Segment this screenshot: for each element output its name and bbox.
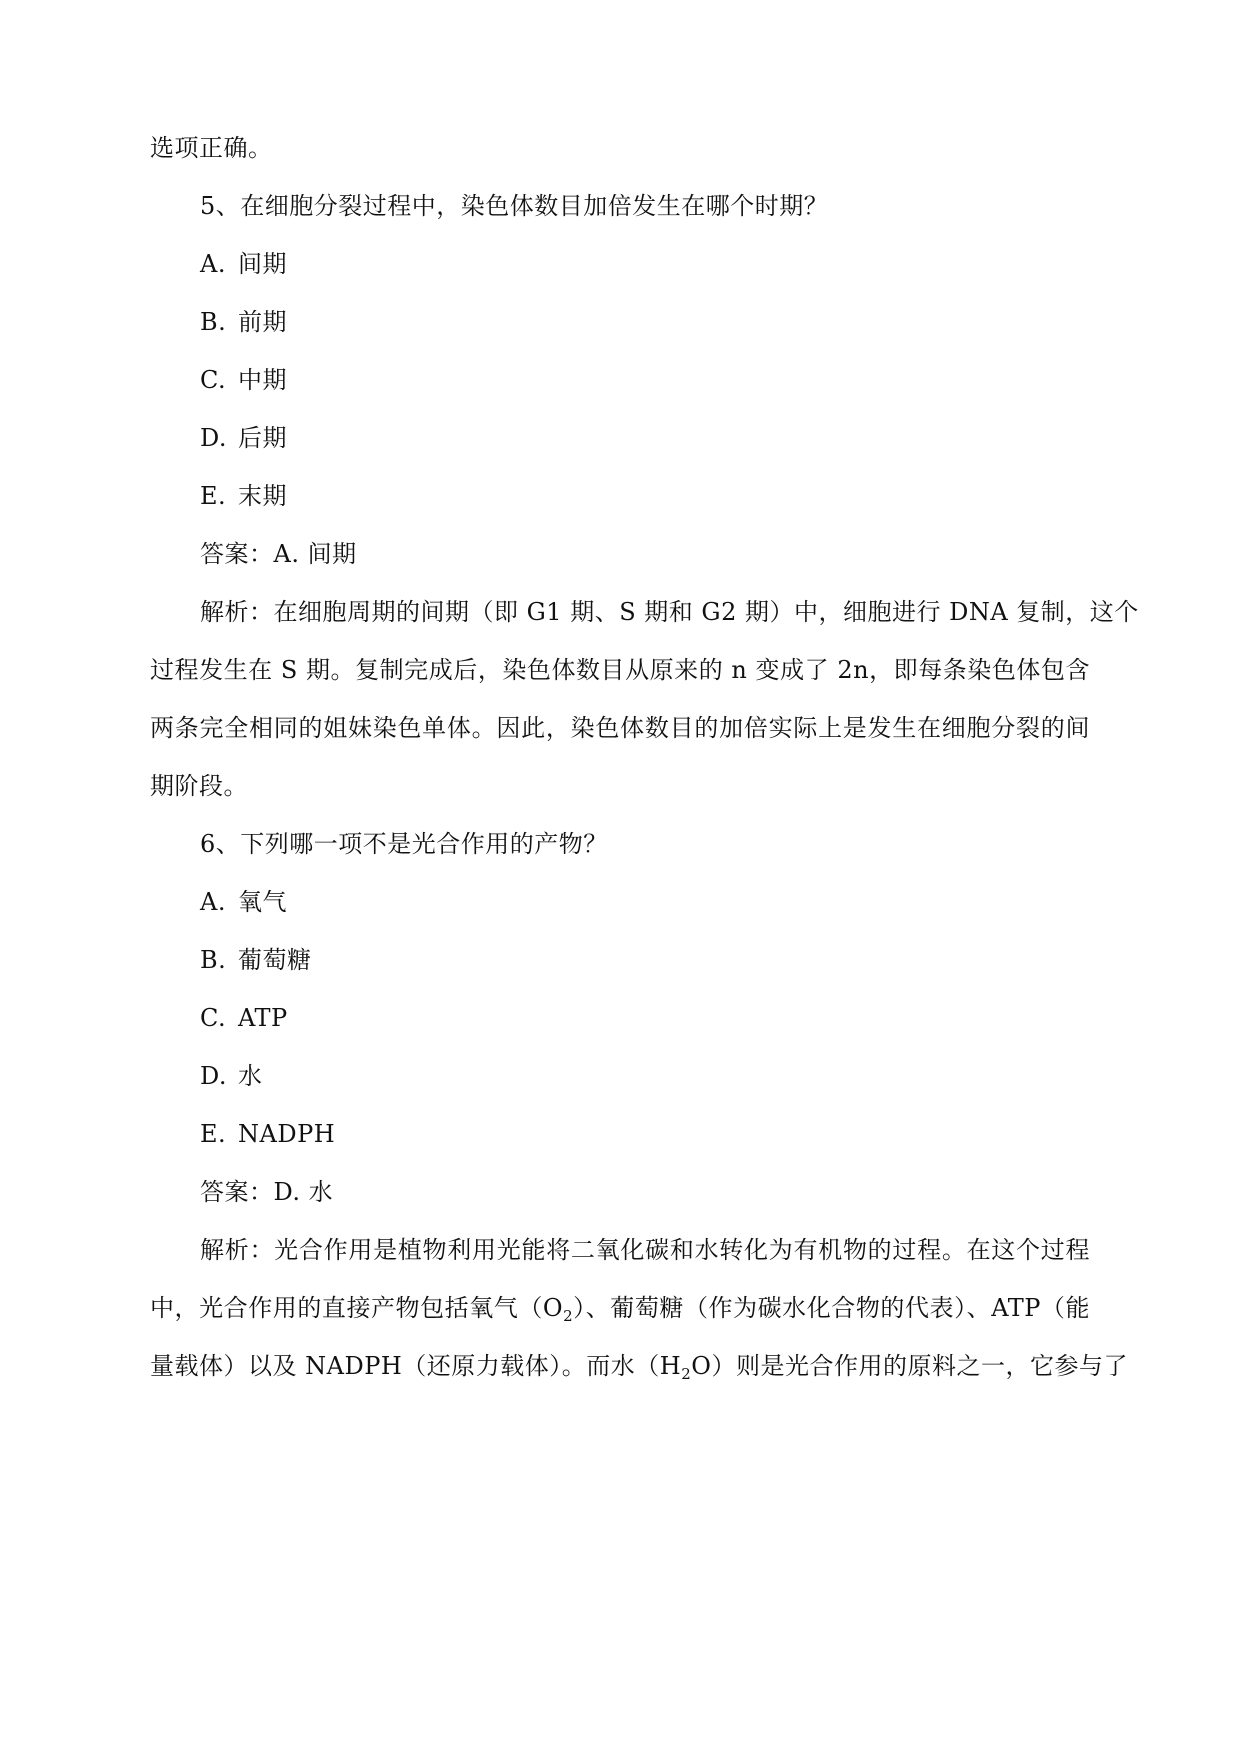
- option-text: 中期: [238, 366, 287, 394]
- option-text: 水: [238, 1062, 263, 1090]
- q5-answer: 答案：A. 间期: [200, 540, 357, 568]
- option-letter: D.: [200, 424, 228, 452]
- q5-explanation-line-1: 解析：在细胞周期的间期（即 G1 期、S 期和 G2 期）中，细胞进行 DNA 复制，这个: [200, 598, 1139, 626]
- option-text: ATP: [238, 1004, 288, 1032]
- subscript: 2: [563, 1307, 574, 1325]
- q5-explanation-line-3: 两条完全相同的姐妹染色单体。因此，染色体数目的加倍实际上是发生在细胞分裂的间: [150, 714, 1090, 742]
- q5-option-c: [200, 364, 1090, 396]
- subscript: 2: [681, 1365, 692, 1383]
- text-segment: ）、葡萄糖（作为碳水化合物的代表）、ATP（能: [573, 1294, 1090, 1322]
- option-text: 末期: [238, 482, 287, 510]
- q5-explanation-line-4: 期阶段。: [150, 772, 248, 800]
- option-letter: B.: [200, 946, 227, 974]
- q6-explanation-line-2: [150, 1292, 1090, 1324]
- option-text: 葡萄糖: [238, 946, 312, 974]
- option-text: NADPH: [238, 1120, 336, 1148]
- q5-option-e: [200, 480, 1090, 512]
- q5-option-a: [200, 248, 1090, 280]
- q6-explanation-line-3: [150, 1350, 1128, 1383]
- q5-explanation-line-2: 过程发生在 S 期。复制完成后，染色体数目从原来的 n 变成了 2n，即每条染色体包含: [150, 656, 1090, 684]
- q6-answer: 答案：D. 水: [200, 1178, 334, 1206]
- q6-option-a: [200, 886, 1090, 918]
- option-letter: A.: [200, 888, 226, 916]
- question-5: 5、在细胞分裂过程中，染色体数目加倍发生在哪个时期？: [200, 192, 829, 220]
- option-text: 前期: [238, 308, 287, 336]
- q6-option-c: [200, 1002, 1090, 1034]
- question-6: 6、下列哪一项不是光合作用的产物？: [200, 830, 608, 858]
- paragraph-continuation: 选项正确。: [150, 134, 273, 162]
- text-segment: 量载体）以及 NADPH（还原力载体）。而水（H: [150, 1352, 682, 1380]
- text-segment: 中，光合作用的直接产物包括氧气（O: [150, 1294, 564, 1322]
- option-letter: C.: [200, 366, 227, 394]
- q6-option-e: [200, 1118, 1090, 1150]
- q6-explanation-line-1: 解析：光合作用是植物利用光能将二氧化碳和水转化为有机物的过程。在这个过程: [200, 1236, 1090, 1264]
- option-text: 后期: [238, 424, 287, 452]
- q5-option-b: [200, 306, 1090, 338]
- option-text: 氧气: [238, 888, 287, 916]
- q6-option-d: [200, 1060, 1090, 1092]
- option-letter: E.: [200, 1120, 227, 1148]
- option-letter: E.: [200, 482, 227, 510]
- option-letter: C.: [200, 1004, 227, 1032]
- option-letter: A.: [200, 250, 226, 278]
- option-letter: B.: [200, 308, 227, 336]
- q6-option-b: [200, 944, 1090, 976]
- option-letter: D.: [200, 1062, 228, 1090]
- text-segment: O）则是光合作用的原料之一，它参与了: [691, 1352, 1128, 1380]
- q5-option-d: [200, 422, 1090, 454]
- option-text: 间期: [238, 250, 287, 278]
